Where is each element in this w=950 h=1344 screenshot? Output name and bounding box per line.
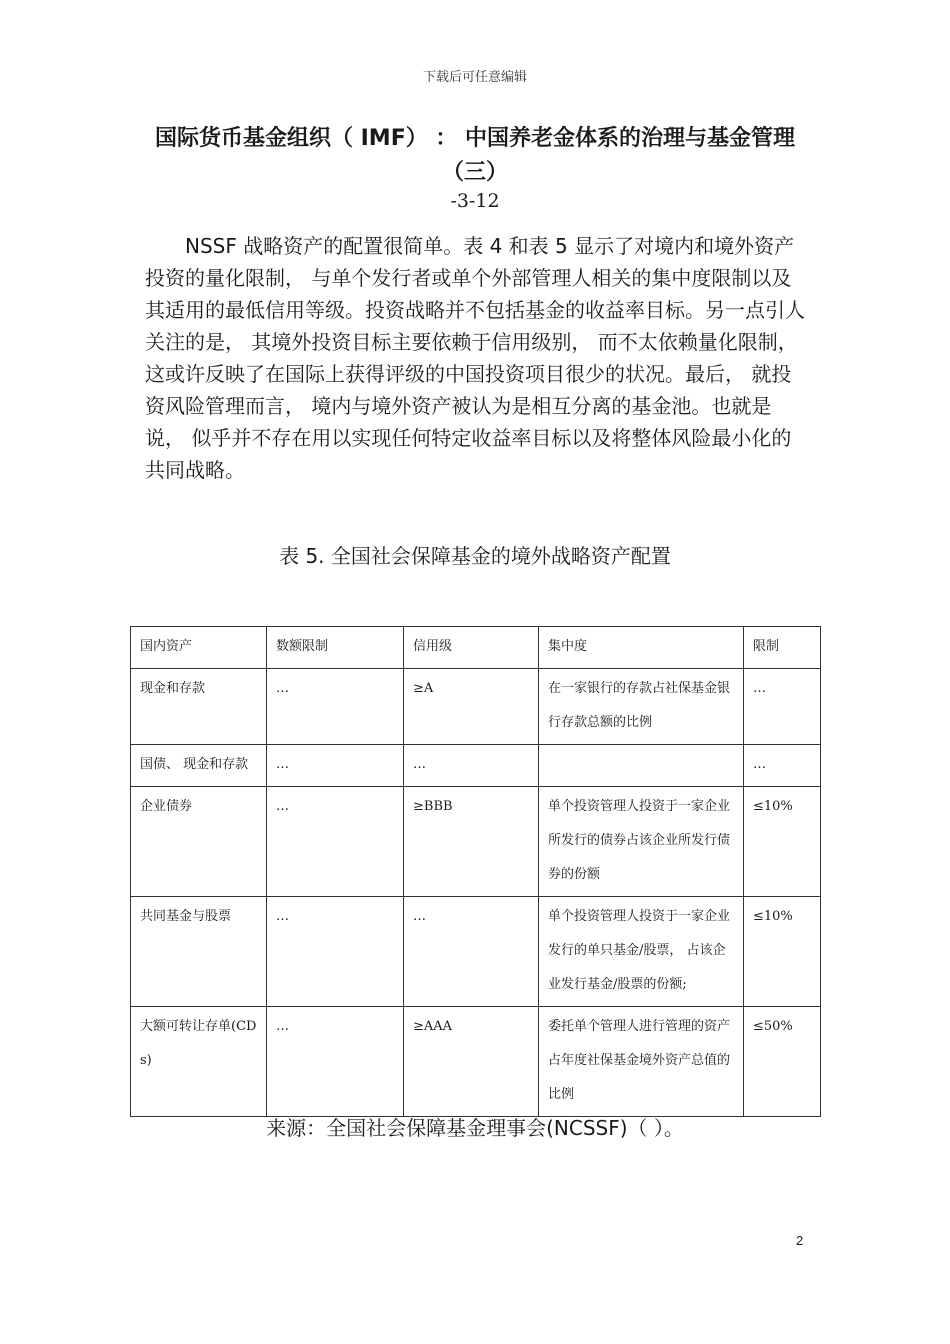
table-row <box>131 897 821 1007</box>
table-cell: 委托单个管理人进行管理的资产占年度社保基金境外资产总值的比例 <box>539 1007 744 1117</box>
table-cell: 国债、 现金和存款 <box>131 745 267 787</box>
table-source: 来源：全国社会保障基金理事会(NCSSF)（ ）。 <box>266 1116 684 1140</box>
table-cell <box>539 745 744 787</box>
table-cell: 单个投资管理人投资于一家企业所发行的债券占该企业所发行债券的份额 <box>539 787 744 897</box>
page-number: 2 <box>796 1233 804 1248</box>
table-cell: … <box>744 669 821 745</box>
document-date: -3-12 <box>450 190 500 212</box>
table-cell: … <box>267 897 404 1007</box>
table-cell: ≥A <box>404 669 539 745</box>
table-caption: 表 5. 全国社会保障基金的境外战略资产配置 <box>279 544 671 568</box>
table-cell: ≥BBB <box>404 787 539 897</box>
table-cell: 单个投资管理人投资于一家企业发行的单只基金/股票， 占该企业发行基金/股票的份额; <box>539 897 744 1007</box>
table-cell: 企业债券 <box>131 787 267 897</box>
table-row <box>131 787 821 897</box>
page-header: 下载后可任意编辑 <box>422 70 527 85</box>
table-cell: ≤10% <box>744 897 821 1007</box>
table-cell: ≥AAA <box>404 1007 539 1117</box>
body-paragraph: NSSF 战略资产的配置很简单。表 4 和表 5 显示了对境内和境外资产投资的量化限制， 与单个发行者或单个外部管理人相关的集中度限制以及其适用的最低信用等级。投资战略并不包括基金的收益率目标。另一点引人关注的是， 其境外投资目标主要依赖于信用级别， 而不太依赖量化限制， 这或许反映了在国际上获得评级的中国投资项目很少的状况。最后， 就投资风险管理而言， 境内与境外资产被认为是相互分离的基金池。也就是说， 似乎并不存在用以实现任何特定收益率目标以及将整体风险最小化的共同战略。 <box>145 234 805 482</box>
table-cell: … <box>404 745 539 787</box>
table-header-cell: 限制 <box>744 627 821 669</box>
table-header-cell: 数额限制 <box>267 627 404 669</box>
table-header-cell: 集中度 <box>539 627 744 669</box>
table-cell: … <box>267 1007 404 1117</box>
table-header-cell: 信用级 <box>404 627 539 669</box>
table-cell: 现金和存款 <box>131 669 267 745</box>
table-header-cell: 国内资产 <box>131 627 267 669</box>
table-cell: … <box>267 745 404 787</box>
allocation-table <box>130 626 821 1117</box>
table-cell: ≤10% <box>744 787 821 897</box>
table-header-row <box>131 627 821 669</box>
table-row <box>131 745 821 787</box>
table-cell: … <box>267 787 404 897</box>
table-cell: 大额可转让存单(CDs) <box>131 1007 267 1117</box>
table-row <box>131 669 821 745</box>
table-cell: … <box>404 897 539 1007</box>
table-cell: … <box>744 745 821 787</box>
table-cell: … <box>267 669 404 745</box>
document-title: 国际货币基金组织（ IMF） ： 中国养老金体系的治理与基金管理（三） <box>154 126 796 185</box>
table-cell: 共同基金与股票 <box>131 897 267 1007</box>
table-cell: 在一家银行的存款占社保基金银行存款总额的比例 <box>539 669 744 745</box>
table-row <box>131 1007 821 1117</box>
table-cell: ≤50% <box>744 1007 821 1117</box>
